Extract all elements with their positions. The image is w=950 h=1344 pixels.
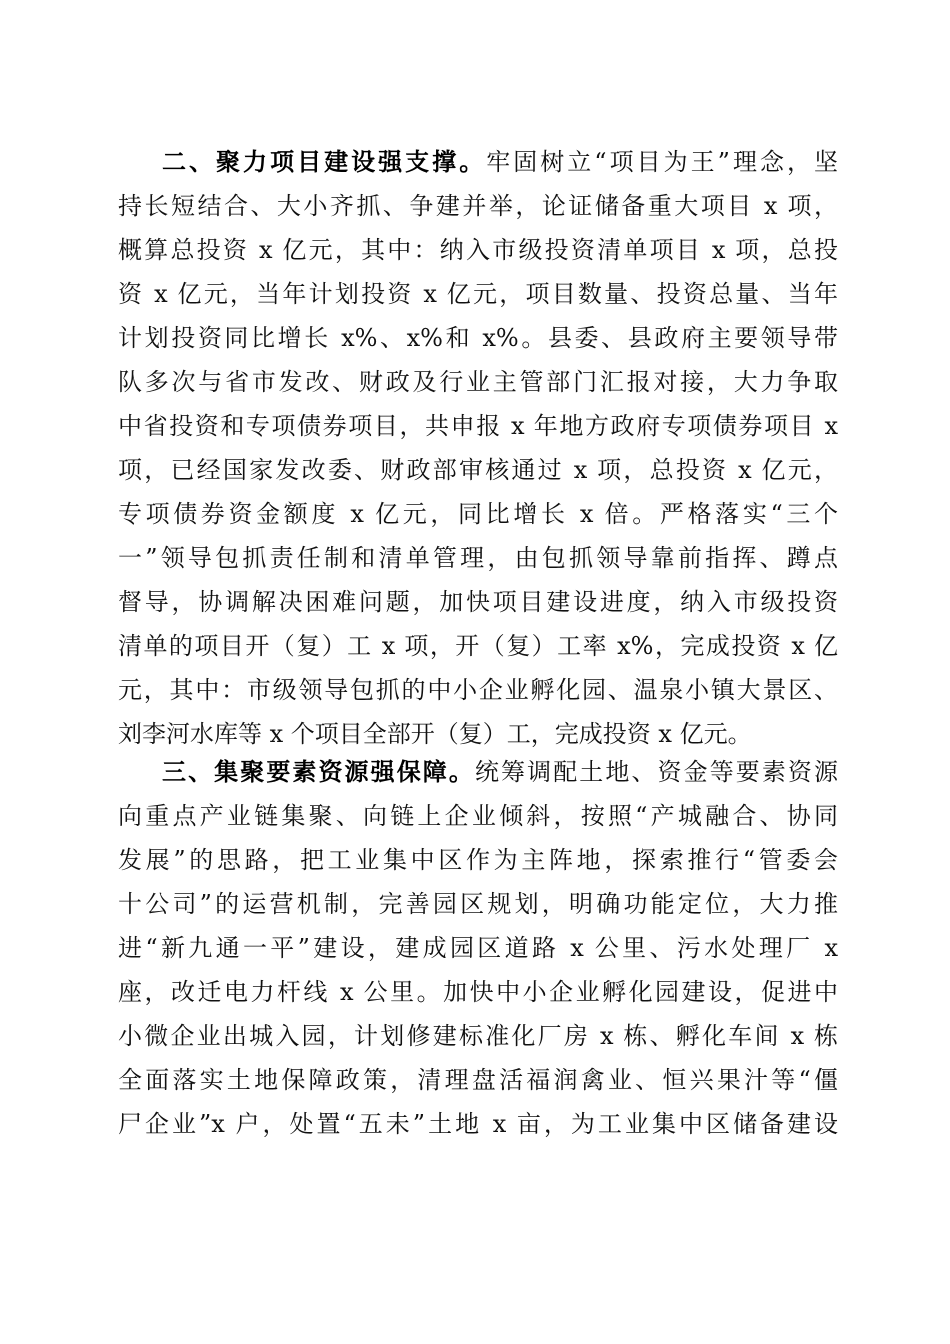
paragraph-line: 十公司”的运营机制，完善园区规划，明确功能定位，大力推 <box>118 890 838 918</box>
paragraph-line: 向重点产业链集聚、向链上企业倾斜，按照“产城融合、协同 <box>118 802 838 830</box>
section-three-paragraph <box>118 750 838 1146</box>
line-text: 牢固树立“项目为王”理念，坚 <box>486 148 838 176</box>
paragraph-line: 项，已经国家发改委、财政部审核通过 x 项，总投资 x 亿元， <box>118 456 838 484</box>
paragraph-line: 尸企业”x 户，处置“五未”土地 x 亩，为工业集中区储备建设 <box>118 1110 838 1138</box>
paragraph-line: 发展”的思路，把工业集中区作为主阵地，探索推行“管委会 <box>118 846 838 874</box>
paragraph-line: 持长短结合、大小齐抓、争建并举，论证储备重大项目 x 项， <box>118 192 838 220</box>
paragraph-line: 刘李河水库等 x 个项目全部开（复）工，完成投资 x 亿元。 <box>118 720 752 748</box>
paragraph-line: 督导，协调解决困难问题，加快项目建设进度，纳入市级投资 <box>118 588 838 616</box>
paragraph-line: 一”领导包抓责任制和清单管理，由包抓领导靠前指挥、蹲点 <box>118 544 838 572</box>
paragraph-line: 元，其中：市级领导包抓的中小企业孵化园、温泉小镇大景区、 <box>118 676 838 704</box>
paragraph-line: 清单的项目开（复）工 x 项，开（复）工率 x%，完成投资 x 亿 <box>118 632 838 660</box>
paragraph-line: 小微企业出城入园，计划修建标准化厂房 x 栋、孵化车间 x 栋 <box>118 1022 838 1050</box>
paragraph-line: 计划投资同比增长 x%、x%和 x%。县委、县政府主要领导带 <box>118 324 838 352</box>
section-heading: 二、聚力项目建设强支撑。 <box>162 148 487 176</box>
paragraph-line: 专项债券资金额度 x 亿元，同比增长 x 倍。严格落实“三个 <box>118 500 838 528</box>
paragraph-line: 中省投资和专项债券项目，共申报 x 年地方政府专项债券项目 x <box>118 412 838 440</box>
paragraph-line: 队多次与省市发改、财政及行业主管部门汇报对接，大力争取 <box>118 368 838 396</box>
paragraph-line <box>118 140 838 184</box>
paragraph-line: 座，改迁电力杆线 x 公里。加快中小企业孵化园建设，促进中 <box>118 978 838 1006</box>
section-two-paragraph <box>118 140 838 756</box>
section-heading: 三、集聚要素资源强保障。 <box>162 758 475 786</box>
paragraph-line: 进“新九通一平”建设，建成园区道路 x 公里、污水处理厂 x <box>118 934 838 962</box>
paragraph-line: 资 x 亿元，当年计划投资 x 亿元，项目数量、投资总量、当年 <box>118 280 838 308</box>
paragraph-line <box>118 750 838 794</box>
paragraph-line: 全面落实土地保障政策，清理盘活福润禽业、恒兴果汁等“僵 <box>118 1066 838 1094</box>
line-text: 统筹调配土地、资金等要素资源 <box>474 758 839 786</box>
paragraph-line: 概算总投资 x 亿元，其中：纳入市级投资清单项目 x 项，总投 <box>118 236 838 264</box>
